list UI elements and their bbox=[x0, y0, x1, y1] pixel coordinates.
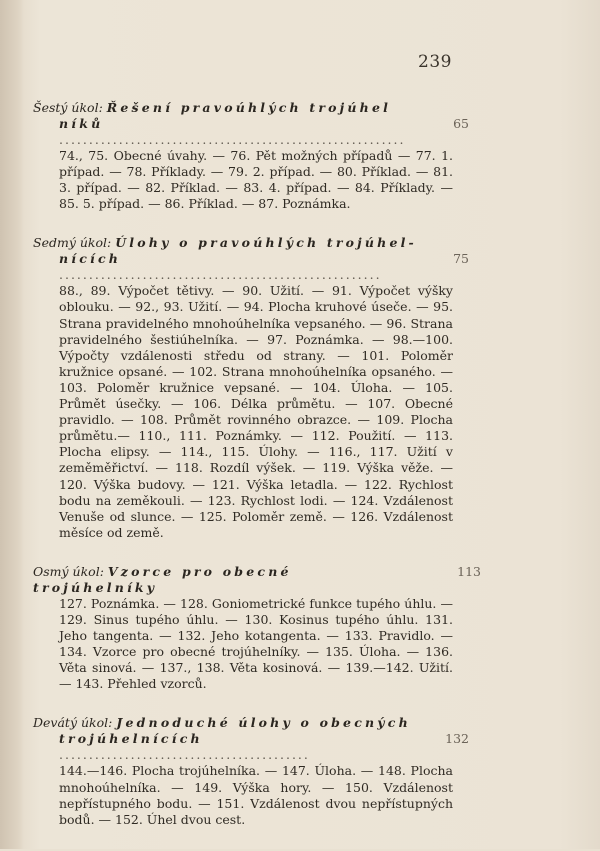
section-heading bbox=[33, 100, 453, 116]
section-title: Řešení pravoúhlých trojúhel bbox=[106, 100, 392, 115]
section-page-ref: 113 bbox=[457, 563, 481, 579]
section-title: Úlohy o pravoúhlých trojúhel- bbox=[115, 235, 417, 251]
section-heading-continued bbox=[33, 116, 469, 148]
section-title-end: nících bbox=[59, 251, 122, 267]
toc-section-6 bbox=[33, 100, 469, 212]
section-contents: 74., 75. Obecné úvahy. — 76. Pět možných případů — 77. 1. případ. — 78. Příklady. — 79. 2. případ. — 80. Příklad. — 81. 3. případ. — 82. Příklad. — 83. 4. případ. — 84. Příklady. — 85. 5. případ. — 86. Příklad. — 87. Poznámka. bbox=[59, 148, 453, 212]
section-title: Vzorce pro obecné trojúhelníky bbox=[33, 563, 292, 595]
section-heading bbox=[33, 235, 453, 251]
section-contents: 144.—146. Plocha trojúhelníka. — 147. Úloha. — 148. Plocha mnohoúhelníka. — 149. Výška hory. — 150. Vzdálenost nepřístupného bodu. — 151. Vzdálenost dvou nepřístupných bodů. — 152. Úhel dvou cest. bbox=[59, 763, 453, 827]
section-contents: 88., 89. Výpočet tětivy. — 90. Užití. — 91. Výpočet výšky oblouku. — 92., 93. Užití. — 94. Plocha kruhové úseče. — 95. Strana pravidelného mnohoúhelníka vepsaného. — 96. Strana pravidelného šestiúhelníka. — 97. Poznámka. — 98.—100. Výpočty vzdálenosti středu od strany. — 101. Poloměr kružnice opsané. — 102. Strana mnohoúhelníka opsaného. — 103. Poloměr kružnice vepsané. — 104. Úloha. — 105. Průmět úsečky. — 106. Délka průmětu. — 107. Obecné pravidlo. — 108. Průmět rovinného obrazce. — 109. Plocha průmětu.— 110., 111. Poznámky. — 112. Použití. — 113. Plocha elipsy. — 114., 115. Úlohy. — 116., 117. Užití v zeměměřictví. — 118. Rozdíl výšek. — 119. Výška věže. — 120. Výška budovy. — 121. Výška letadla. — 122. Rychlost bodu na zeměkouli. — 123. Rychlost lodi. — 124. Vzdálenost Venuše od slunce. — 125. Poloměr země. — 126. Vzdálenost měsíce od země. bbox=[59, 283, 453, 540]
section-page-ref: 132 bbox=[445, 731, 469, 747]
section-page-ref: 75 bbox=[453, 251, 469, 267]
table-of-contents bbox=[33, 100, 481, 851]
toc-section-7 bbox=[33, 235, 469, 541]
dot-leader: .......................................... bbox=[59, 747, 310, 763]
section-prefix: Devátý úkol: bbox=[33, 715, 113, 731]
section-heading bbox=[33, 563, 481, 596]
section-heading bbox=[33, 715, 453, 731]
toc-section-9 bbox=[33, 715, 469, 827]
dot-leader: .......................................................... bbox=[59, 132, 406, 147]
section-title-end: níků bbox=[59, 116, 104, 131]
section-prefix: Osmý úkol: bbox=[33, 563, 104, 579]
section-page-ref: 65 bbox=[453, 116, 469, 131]
section-heading-continued bbox=[33, 731, 469, 763]
toc-section-8 bbox=[33, 563, 481, 693]
page-number: 239 bbox=[418, 52, 452, 72]
section-heading-continued bbox=[33, 251, 469, 283]
section-title: Jednoduché úlohy o obecných bbox=[116, 715, 411, 731]
section-prefix: Sedmý úkol: bbox=[33, 235, 112, 251]
section-contents: 127. Poznámka. — 128. Goniometrické funkce tupého úhlu. — 129. Sinus tupého úhlu. — 130. Kosinus tupého úhlu. 131. Jeho tangenta. — 132. Jeho kotangenta. — 133. Pravidlo. — 134. Vzorce pro obecné trojúhelníky. — 135. Úloha. — 136. Věta sinová. — 137., 138. Věta kosinová. — 139.—142. Užití. — 143. Přehled vzorců. bbox=[59, 595, 453, 692]
section-prefix: Šestý úkol: bbox=[33, 100, 103, 115]
dot-leader: ...................................................... bbox=[59, 267, 382, 283]
page-spine-shadow bbox=[0, 0, 24, 849]
section-title-end: trojúhelnících bbox=[59, 731, 203, 747]
